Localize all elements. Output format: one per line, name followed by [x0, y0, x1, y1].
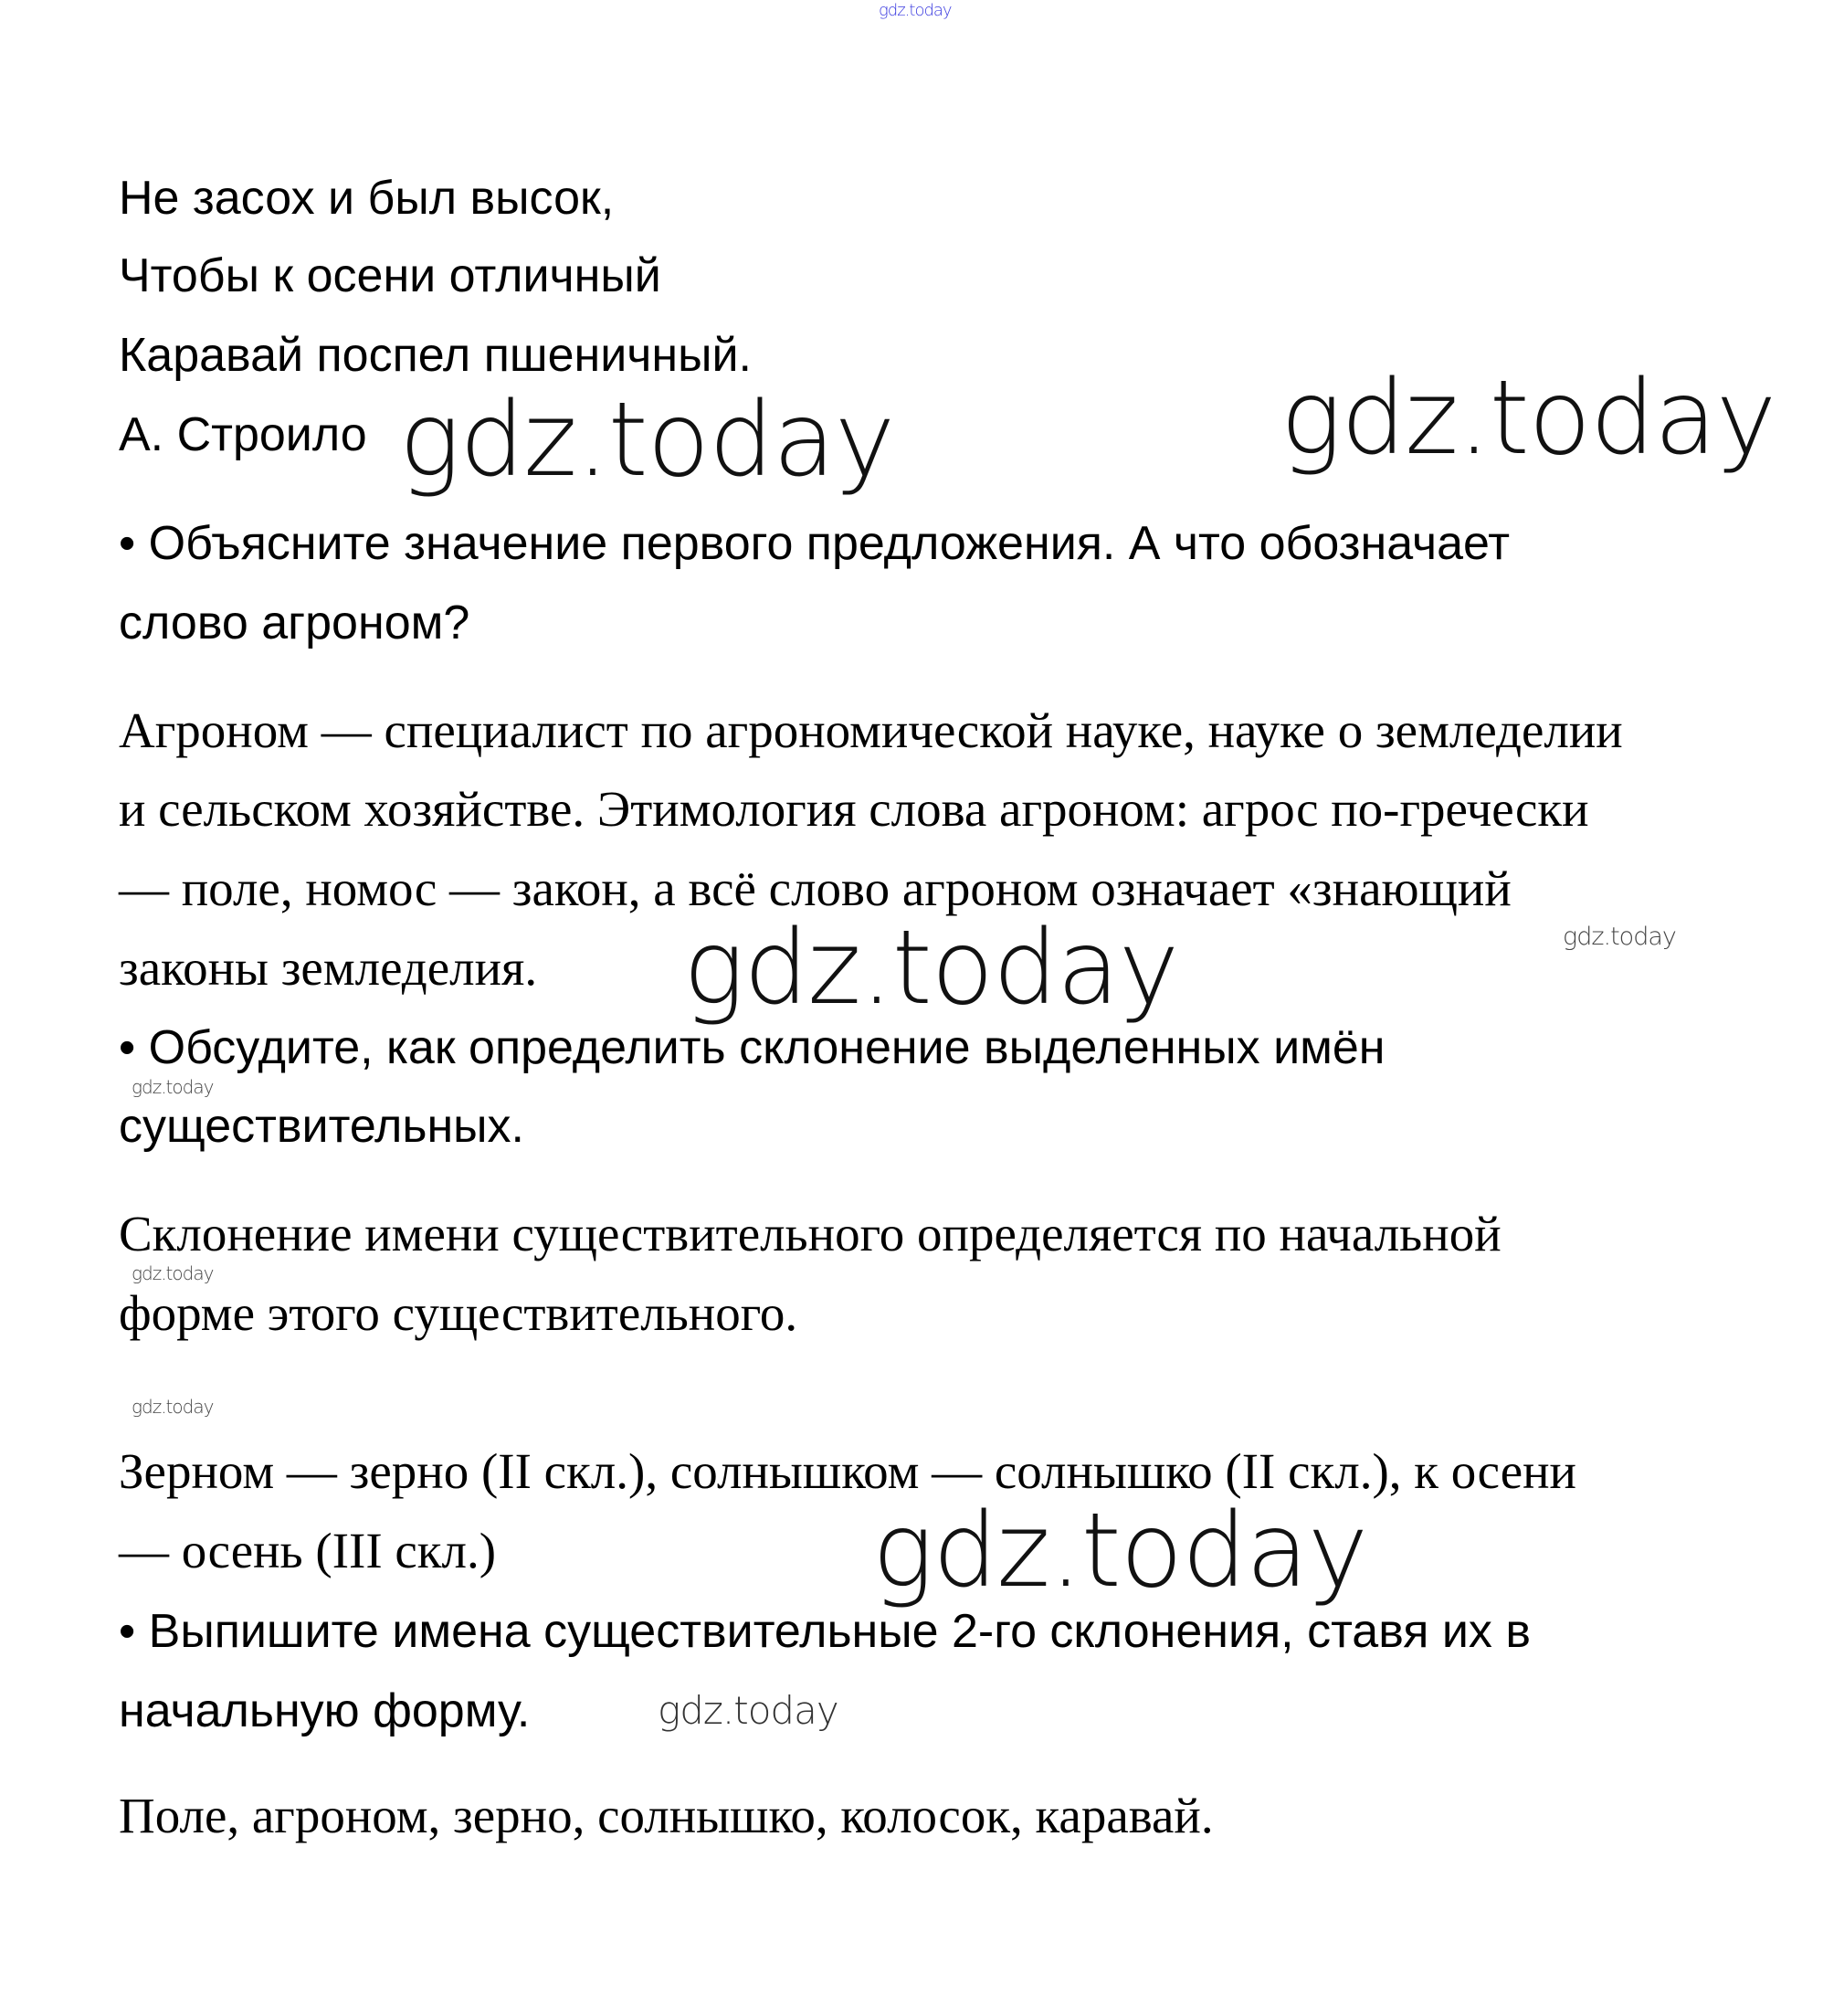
answer-text: — осень (III скл.) [119, 1523, 497, 1578]
watermark-large: gdz.today [399, 381, 895, 500]
watermark-large: gdz.today [872, 1492, 1368, 1610]
watermark-small: gdz.today [132, 1262, 214, 1284]
task-question: существительных. [119, 1100, 525, 1153]
task-question: • Обсудите, как определить склонение выделенных имён [119, 1021, 1386, 1074]
answer-text: и сельском хозяйстве. Этимология слова агроном: агрос по-гречески [119, 781, 1589, 837]
poem-line: Не засох и был высок, [119, 172, 615, 225]
poem-author: А. Строило [119, 408, 367, 461]
answer-text: — поле, номос — закон, а всё слово агроном означает «знающий [119, 860, 1512, 916]
watermark-small: gdz.today [132, 1396, 214, 1418]
answer-text: Поле, агроном, зерно, солнышко, колосок, каравай. [119, 1788, 1214, 1843]
poem-line: Чтобы к осени отличный [119, 249, 661, 302]
answer-text: Агроном — специалист по агрономической науке, науке о земледелии [119, 702, 1623, 758]
watermark-large: gdz.today [683, 909, 1179, 1028]
watermark-medium: gdz.today [658, 1688, 838, 1733]
task-question: • Выпишите имена существительные 2-го склонения, ставя их в [119, 1605, 1531, 1658]
task-question: • Объясните значение первого предложения. А что обозначает [119, 517, 1511, 570]
watermark-large: gdz.today [1280, 359, 1776, 478]
answer-text: Склонение имени существительного определяется по начальной [119, 1206, 1502, 1261]
answer-text: Зерном — зерно (II скл.), солнышком — солнышко (II скл.), к осени [119, 1443, 1576, 1499]
watermark-top: gdz.today [879, 1, 952, 20]
watermark-small: gdz.today [132, 1076, 214, 1098]
answer-text: законы земледелия. [119, 940, 538, 996]
task-question: начальную форму. [119, 1684, 531, 1737]
task-question: слово агроном? [119, 596, 470, 649]
watermark-small: gdz.today [1563, 923, 1676, 951]
answer-text: форме этого существительного. [119, 1285, 798, 1341]
poem-line: Каравай поспел пшеничный. [119, 329, 752, 382]
